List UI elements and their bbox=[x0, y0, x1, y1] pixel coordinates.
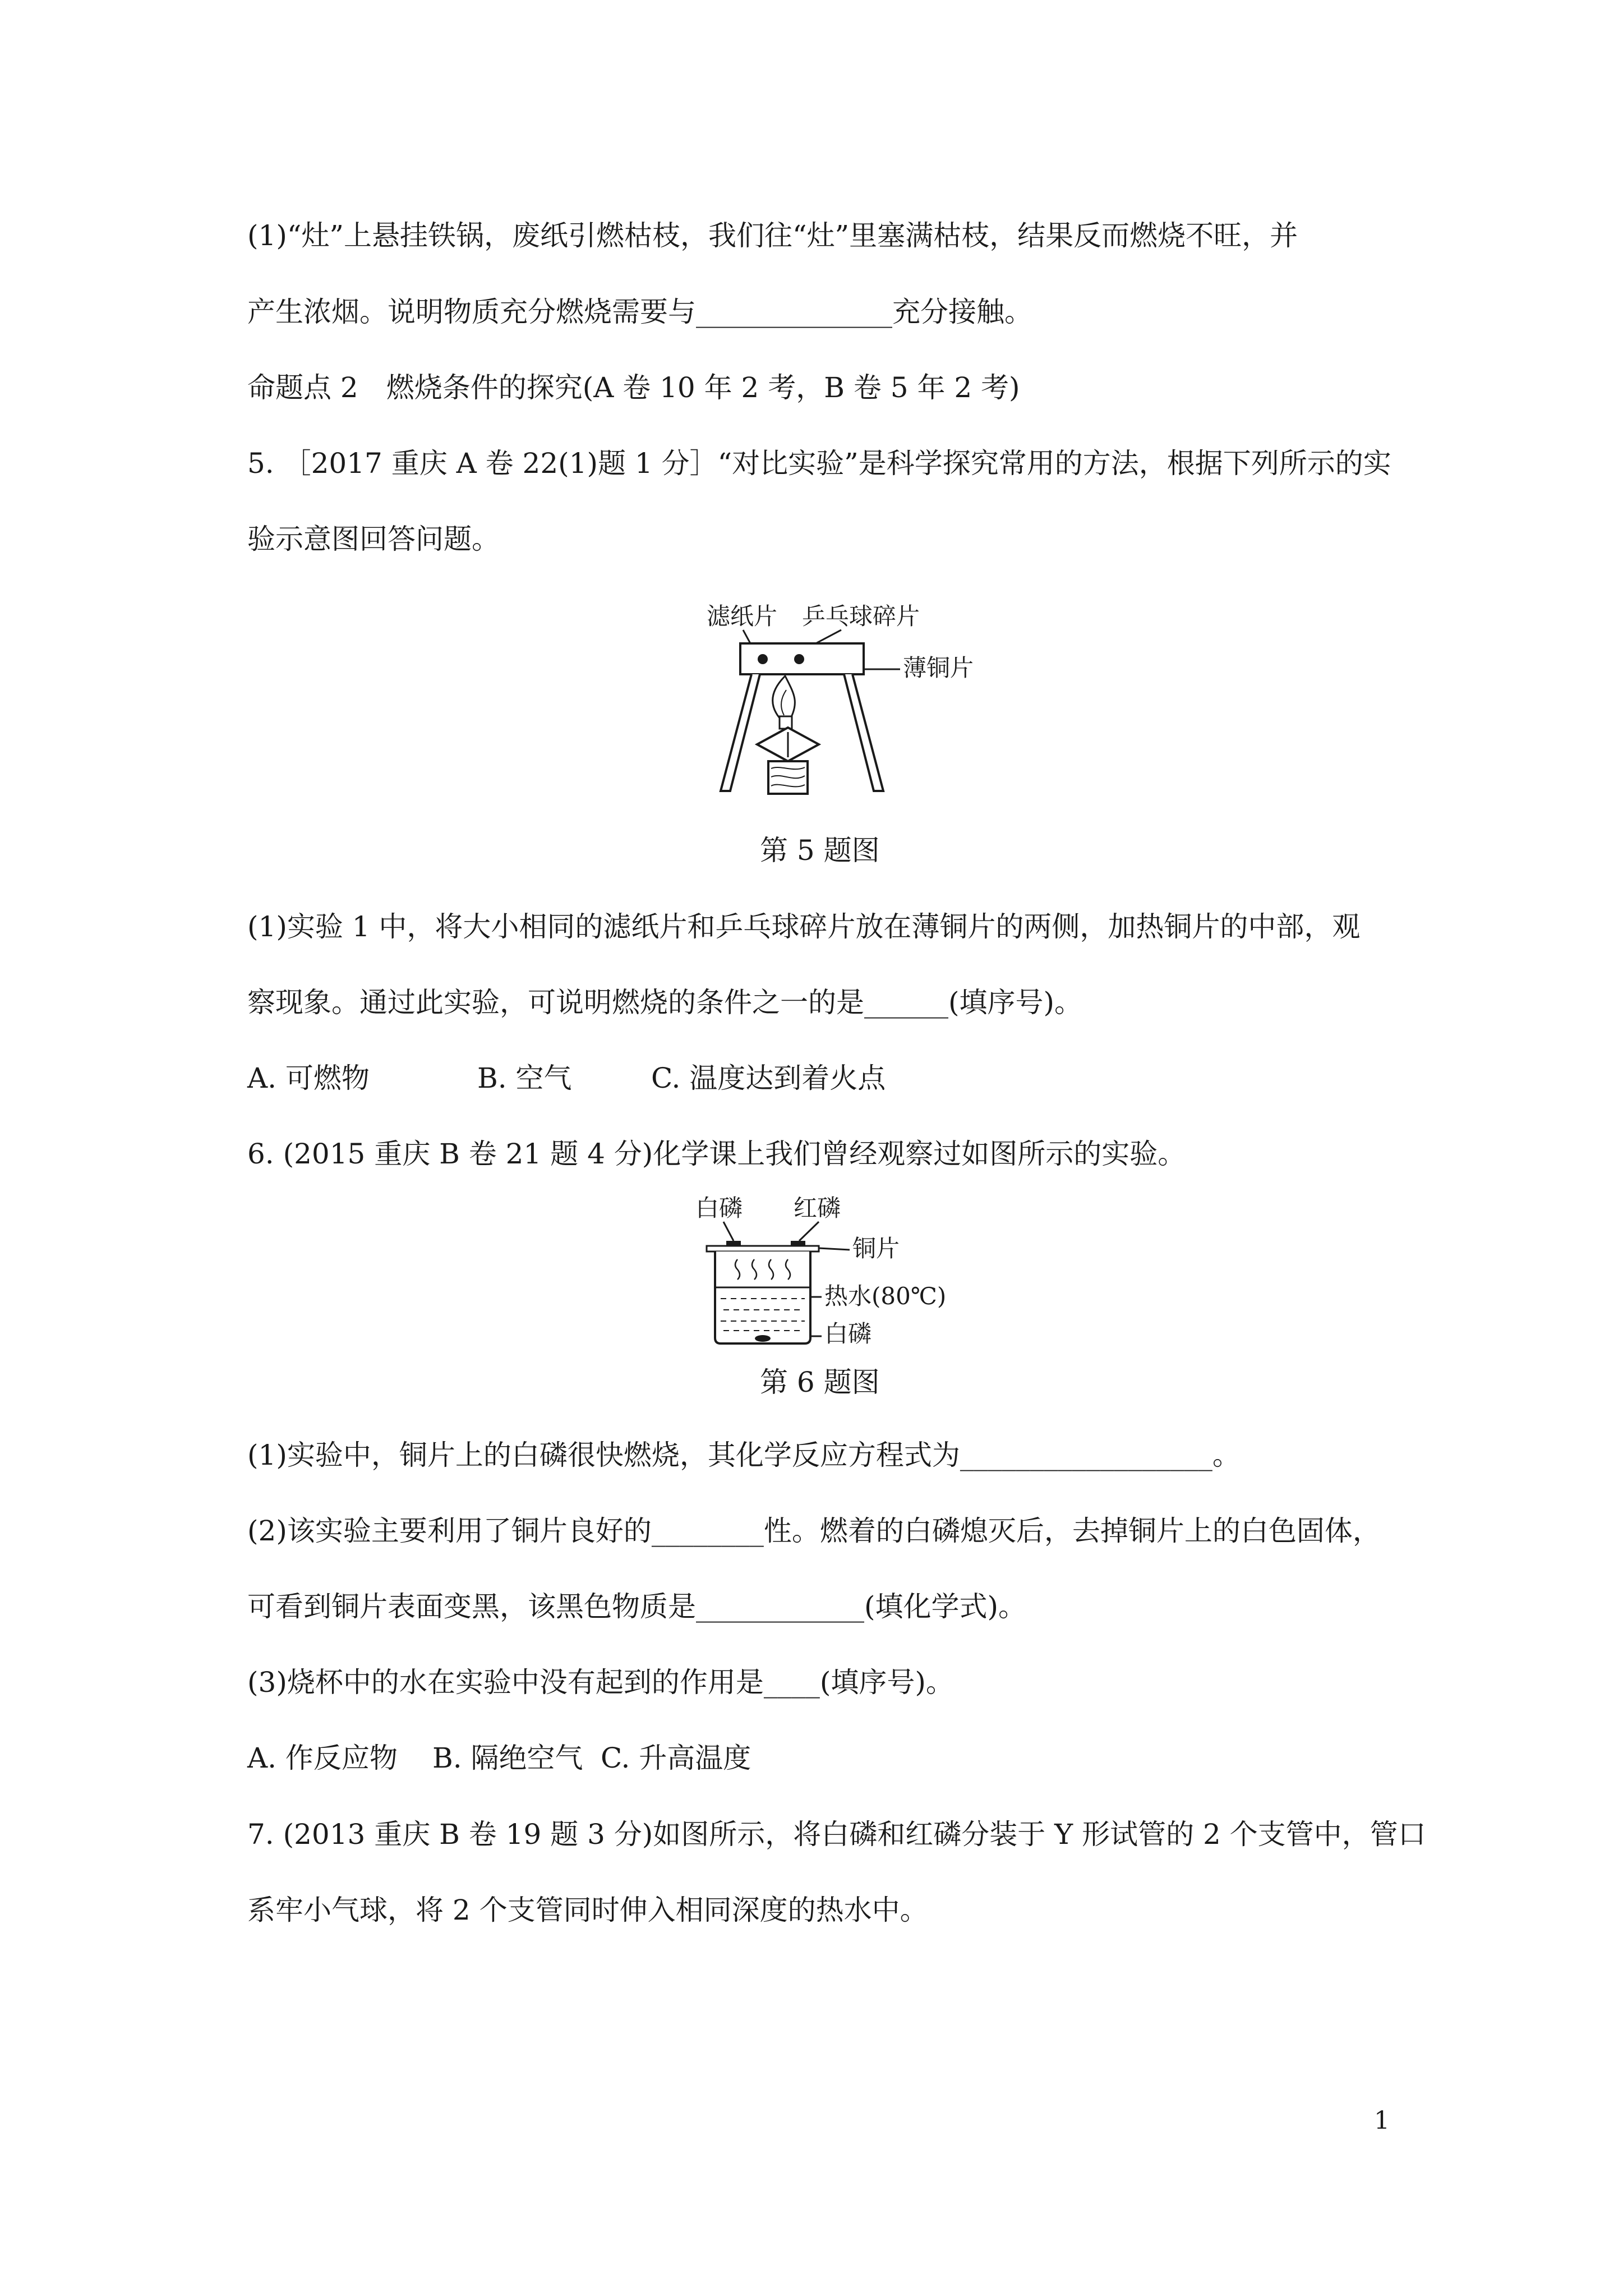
q6-option-a: A. 作反应物 bbox=[247, 1742, 398, 1774]
q5-stem-line-2: 验示意图回答问题。 bbox=[247, 523, 500, 555]
q7-line-2: 系牢小气球，将 2 个支管同时伸入相同深度的热水中。 bbox=[247, 1894, 928, 1926]
page-number: 1 bbox=[1374, 2106, 1390, 2135]
q7-line-1: 7. (2013 重庆 B 卷 19 题 3 分)如图所示，将白磷和红磷分装于 Y 形试管的 2 个支管中，管口 bbox=[247, 1818, 1426, 1851]
q6-sub3: (3)烧杯中的水在实验中没有起到的作用是____(填序号)。 bbox=[247, 1666, 954, 1699]
q5-option-c: C. 温度达到着火点 bbox=[651, 1062, 886, 1094]
q6-label-white-p-bottom: 白磷 bbox=[824, 1320, 872, 1347]
q6-option-c: C. 升高温度 bbox=[601, 1742, 751, 1774]
q5-option-a: A. 可燃物 bbox=[247, 1062, 370, 1094]
beaker-shape bbox=[715, 1251, 810, 1343]
q5-sub1-line-2: 察现象。通过此实验，可说明燃烧的条件之一的是______(填序号)。 bbox=[247, 986, 1083, 1019]
q4-line-1: (1)“灶”上悬挂铁锅，废纸引燃枯枝，我们往“灶”里塞满枯枝，结果反而燃烧不旺，并 bbox=[247, 219, 1298, 252]
q6-sub2-line-1: (2)该实验主要利用了铜片良好的________性。燃着的白磷熄灭后，去掉铜片上的白色固体， bbox=[247, 1515, 1381, 1547]
q6-figure bbox=[690, 1189, 970, 1358]
q6-options bbox=[247, 1741, 1386, 1775]
q6-label-white-p-top: 白磷 bbox=[695, 1194, 743, 1222]
q5-figure-caption: 第 5 题图 bbox=[760, 834, 880, 867]
q5-label-filter-paper: 滤纸片 bbox=[707, 602, 778, 630]
q6-figure-caption: 第 6 题图 bbox=[760, 1366, 880, 1398]
q5-label-copper-sheet: 薄铜片 bbox=[903, 654, 974, 682]
q5-figure bbox=[695, 597, 1009, 799]
topic-heading: 命题点 2 燃烧条件的探究(A 卷 10 年 2 考，B 卷 5 年 2 考) bbox=[247, 371, 1020, 404]
q5-options bbox=[247, 1061, 1386, 1095]
q6-label-red-p: 红磷 bbox=[794, 1194, 841, 1222]
q5-label-pingpong: 乒乓球碎片 bbox=[802, 602, 920, 630]
q6-sub2-line-2: 可看到铜片表面变黑，该黑色物质是____________(填化学式)。 bbox=[247, 1590, 1027, 1623]
q5-sub1-line-1: (1)实验 1 中，将大小相同的滤纸片和乒乓球碎片放在薄铜片的两侧，加热铜片的中部，观 bbox=[247, 910, 1361, 943]
q6-stem: 6. (2015 重庆 B 卷 21 题 4 分)化学课上我们曾经观察过如图所示的实验。 bbox=[247, 1138, 1186, 1170]
q6-label-hot-water: 热水(80℃) bbox=[824, 1282, 947, 1310]
q6-option-b: B. 隔绝空气 bbox=[432, 1742, 583, 1774]
q5-stem-line-1: 5. ［2017 重庆 A 卷 22(1)题 1 分］“对比实验”是科学探究常用的方法，根据下列所示的实 bbox=[247, 447, 1391, 480]
q4-line-2: 产生浓烟。说明物质充分燃烧需要与______________充分接触。 bbox=[247, 296, 1032, 328]
q6-label-copper: 铜片 bbox=[852, 1235, 900, 1262]
q5-option-b: B. 空气 bbox=[477, 1062, 572, 1094]
q6-sub1: (1)实验中，铜片上的白磷很快燃烧，其化学反应方程式为__________________。 bbox=[247, 1439, 1241, 1471]
